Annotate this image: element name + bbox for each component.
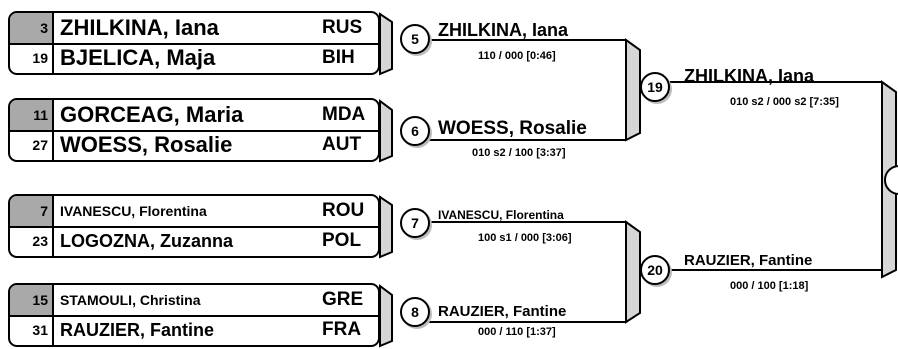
match-winner: IVANESCU, Florentina [438, 208, 564, 222]
match-number-badge: 19 [640, 72, 670, 102]
competitor-name: LOGOZNA, Zuzanna [60, 230, 233, 251]
connector-bracket [380, 101, 392, 161]
country-code: MDA [322, 104, 366, 125]
match-winner: ZHILKINA, Iana [684, 66, 815, 86]
country-code: ROU [322, 200, 365, 221]
competitor-name: STAMOULI, Christina [60, 292, 201, 308]
match-number-badge: 6 [400, 116, 430, 146]
seed-number: 19 [10, 43, 54, 73]
country-code: POL [322, 230, 362, 251]
seed-number: 31 [10, 315, 54, 345]
seed-number: 27 [10, 130, 54, 160]
country-code: AUT [322, 134, 362, 155]
match-score: 110 / 000 [0:46] [478, 50, 556, 62]
match-number-badge: 5 [400, 24, 430, 54]
match-score: 100 s1 / 000 [3:06] [478, 232, 572, 244]
country-code: FRA [322, 319, 362, 340]
connector-bracket [380, 14, 392, 74]
match-score: 010 s2 / 000 s2 [7:35] [730, 96, 839, 108]
competitor-name: WOESS, Rosalie [60, 132, 233, 157]
competitor-name: BJELICA, Maja [60, 45, 216, 70]
connector-bracket [626, 222, 640, 322]
match-winner: RAUZIER, Fantine [684, 252, 813, 269]
country-code: GRE [322, 289, 364, 310]
seed-number: 23 [10, 226, 54, 256]
competitor-name: RAUZIER, Fantine [60, 319, 215, 340]
match-score: 000 / 100 [1:18] [730, 280, 809, 292]
seed-number: 11 [10, 100, 54, 130]
connector-bracket [380, 286, 392, 346]
match-winner: RAUZIER, Fantine [438, 303, 567, 320]
connector-bracket [380, 197, 392, 257]
seed-number: 7 [10, 196, 54, 226]
match-winner: WOESS, Rosalie [438, 118, 587, 139]
match-number-badge: 20 [640, 255, 670, 285]
competitor-name: ZHILKINA, Iana [60, 15, 219, 40]
match-number-badge: 8 [400, 297, 430, 327]
match-score: 010 s2 / 100 [3:37] [472, 147, 566, 159]
seed-number: 15 [10, 285, 54, 315]
competitor-name: IVANESCU, Florentina [60, 203, 207, 219]
match-score: 000 / 110 [1:37] [478, 326, 556, 338]
competitor-name: GORCEAG, Maria [60, 102, 244, 127]
match-winner: ZHILKINA, Iana [438, 20, 569, 40]
match-number-badge: 7 [400, 208, 430, 238]
country-code: RUS [322, 17, 363, 38]
country-code: BIH [322, 47, 355, 68]
seed-number: 3 [10, 13, 54, 43]
connector-bracket [626, 40, 640, 140]
